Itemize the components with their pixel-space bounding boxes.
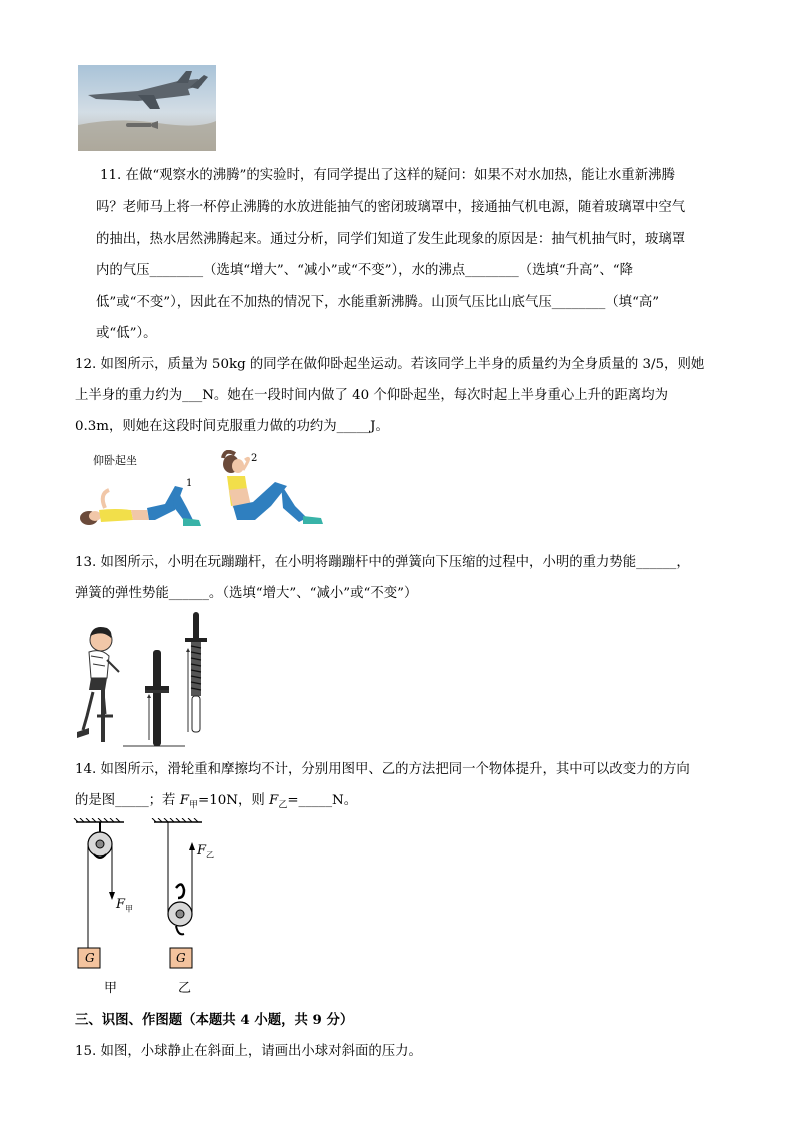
boy-on-pogo: [77, 627, 119, 742]
q14-f-symbol: F: [179, 793, 189, 808]
person-lying: [80, 486, 201, 526]
q14-f-sub-jia: 甲: [188, 800, 198, 811]
q11-line-3: 的抽出，热水居然沸腾起来。通过分析，同学们知道了发生此现象的原因是：抽气机抽气时，玻璃罩: [96, 232, 686, 247]
q14-line-2-part-a: 的是图_____；若: [75, 793, 180, 808]
pulley-jia-f-symbol: F: [116, 897, 126, 912]
q13-line-1: 13. 如图所示，小明在玩蹦蹦杆，在小明将蹦蹦杆中的弹簧向下压缩的过程中，小明的重力势能______，: [75, 555, 690, 570]
pulley-jia-force-label: [116, 898, 133, 917]
pogo-stick-extended: [185, 612, 207, 732]
pulley-yi-f-sub: 乙: [206, 850, 215, 860]
q14-f-sub-yi: 乙: [278, 800, 288, 811]
q12-line-2: 上半身的重力约为___N。她在一段时间内做了 40 个仰卧起坐，每次时起上半身重心上升的距离均为: [75, 388, 668, 403]
section-3-title: 三、识图、作图题（本题共 4 小题，共 9 分）: [75, 1012, 354, 1028]
q11-line-6: 或“低”）。: [96, 326, 157, 341]
q14-line-2: [75, 791, 357, 816]
pogo-stick-illustration: [75, 612, 215, 752]
q15-line-1: 15. 如图，小球静止在斜面上，请画出小球对斜面的压力。: [75, 1044, 422, 1059]
situp-illustration: [75, 450, 340, 530]
pulley-jia-label: 甲: [104, 981, 118, 996]
pulley-yi-f-symbol: F: [197, 843, 207, 858]
pulley-yi-force-label: [197, 844, 214, 863]
pulley-yi-label: 乙: [178, 981, 192, 996]
fighter-jet-photo: [78, 65, 216, 151]
q11-line-2: 吗？老师马上将一杯停止沸腾的水放进能抽气的密闭玻璃罩中，接通抽气机电源，随着玻璃罩中空气: [96, 200, 686, 215]
q11-line-4: 内的气压________（选填“增大”、“减小”或“不变”），水的沸点________（选填“升高”、“降: [96, 263, 633, 278]
situp-figure-caption: 仰卧起坐: [93, 454, 137, 467]
situp-label-1: 1: [186, 478, 193, 489]
q13-line-2: 弹簧的弹性势能______。（选填“增大”、“减小”或“不变”）: [75, 586, 418, 601]
q14-f-symbol-2: F: [269, 793, 279, 808]
pogo-stick-compressed: [145, 650, 169, 746]
situp-label-2: 2: [251, 453, 258, 464]
pulley-yi-diagram: [150, 818, 210, 973]
q11-line-1: 11. 在做“观察水的沸腾”的实验时，有同学提出了这样的疑问：如果不对水加热，能让水重新沸腾: [100, 168, 675, 183]
q12-line-3: 0.3m，则她在这段时间克服重力做的功约为_____J。: [75, 419, 389, 434]
pulley-jia-f-sub: 甲: [125, 904, 134, 914]
pulley-jia-weight-label: G: [85, 951, 95, 965]
q12-line-1: 12. 如图所示，质量为 50kg 的同学在做仰卧起坐运动。若该同学上半身的质量约为全身质量的 3/5，则她: [75, 357, 705, 372]
q14-line-2-part-c: =_____N。: [287, 793, 358, 808]
q11-line-5: 低”或“不变”），因此在不加热的情况下，水能重新沸腾。山顶气压比山底气压________（填“高”: [96, 295, 660, 310]
q14-line-1: 14. 如图所示，滑轮重和摩擦均不计，分别用图甲、乙的方法把同一个物体提升，其中可以改变力的方向: [75, 762, 690, 777]
pulley-yi-weight-label: G: [176, 951, 186, 965]
person-situp: [223, 452, 323, 524]
pulley-jia-diagram: [72, 818, 132, 973]
q14-line-2-part-b: =10N，则: [198, 793, 270, 808]
